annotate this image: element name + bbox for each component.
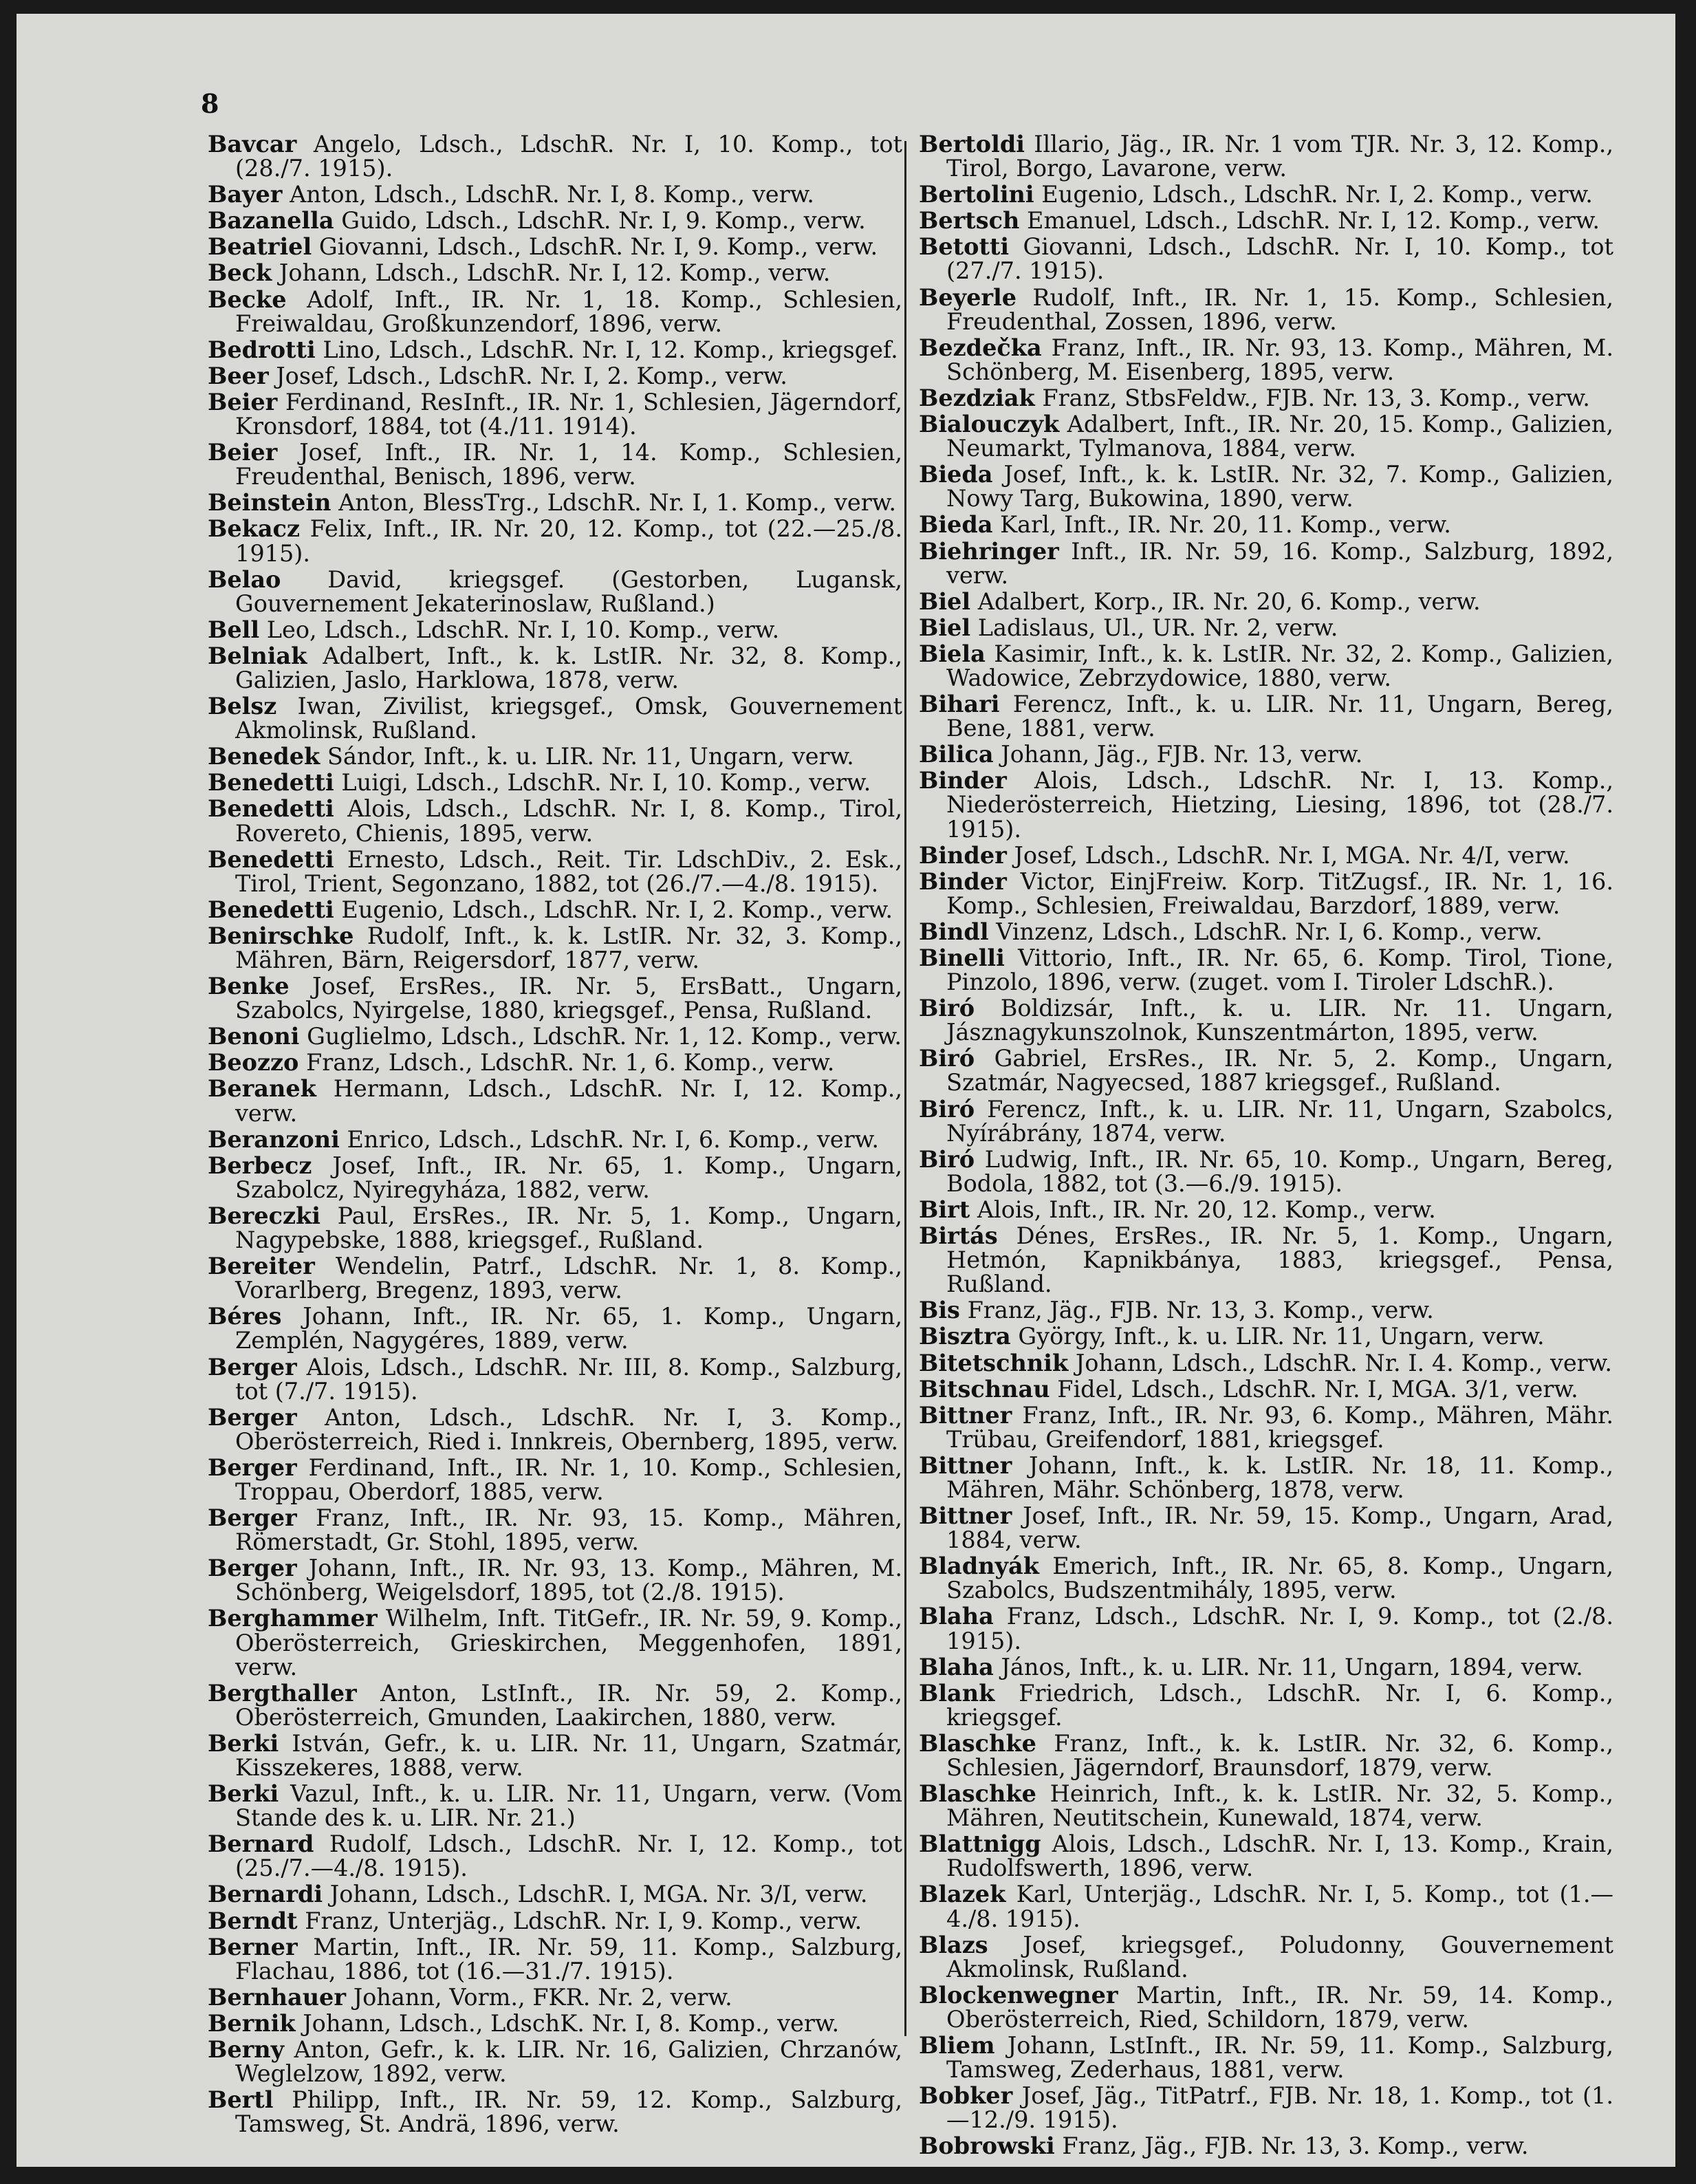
- entry-details: Vazul, Inft., k. u. LIR. Nr. 11, Ungarn, verw. (Vom Stande des k. u. LIR. Nr. 21.): [235, 1780, 902, 1832]
- entry-surname: Blazek: [919, 1881, 1006, 1908]
- list-entry: [208, 2037, 902, 2086]
- list-entry: [208, 440, 902, 488]
- list-entry: [919, 996, 1613, 1044]
- entry-surname: Bittner: [919, 1401, 1012, 1429]
- entry-surname: Beier: [208, 388, 278, 415]
- entry-details: István, Gefr., k. u. LIR. Nr. 11, Ungarn, Szatmár, Kisszekeres, 1888, verw.: [235, 1729, 902, 1781]
- entry-surname: Béres: [208, 1303, 282, 1330]
- list-entry: [919, 1198, 1613, 1222]
- entry-surname: Benedek: [208, 743, 320, 770]
- list-entry: [919, 1882, 1613, 1930]
- entry-details: Lino, Ldsch., LdschR. Nr. I, 12. Komp., kriegsgef.: [323, 336, 898, 363]
- entry-surname: Bertoldi: [919, 131, 1025, 158]
- list-entry: [208, 1355, 902, 1403]
- entry-details: Karl, Unterjäg., LdschR. Nr. I, 5. Komp., tot (1.—4./8. 1915).: [946, 1881, 1613, 1932]
- entry-surname: Benedetti: [208, 795, 334, 823]
- entry-surname: Berki: [208, 1780, 279, 1808]
- list-entry: [919, 920, 1613, 944]
- list-entry: [208, 1024, 902, 1048]
- entry-surname: Becke: [208, 285, 287, 313]
- list-entry: [208, 208, 902, 233]
- entry-details: Johann, Jäg., FJB. Nr. 13, verw.: [1001, 741, 1363, 768]
- entry-details: Johann, Inft., k. k. LstIR. Nr. 18, 11. Komp., Mähren, Mähr. Schönberg, 1878, verw.: [946, 1451, 1614, 1503]
- list-entry: [208, 1453, 903, 1505]
- entry-details: Franz, Inft., IR. Nr. 93, 13. Komp., Mähren, M. Schönberg, M. Eisenberg, 1895, verw.: [946, 334, 1613, 385]
- entry-surname: Bekacz: [208, 515, 300, 543]
- list-entry: [919, 946, 1613, 994]
- entry-surname: Benirschke: [208, 922, 354, 949]
- entry-surname: Benke: [208, 973, 290, 1000]
- page-number: 8: [201, 88, 219, 119]
- entry-details: Wilhelm, Inft. TitGefr., IR. Nr. 59, 9. Komp., Oberösterreich, Grieskirchen, Meggenhofen, 1891, verw.: [235, 1605, 902, 1680]
- entry-details: Philipp, Inft., IR. Nr. 59, 12. Komp., Salzburg, Tamsweg, St. Andrä, 1896, verw.: [235, 2086, 902, 2138]
- entry-details: Heinrich, Inft., k. k. LstIR. Nr. 32, 5. Komp., Mähren, Neutitschein, Kunewald, 1874, verw.: [946, 1780, 1613, 1832]
- entry-details: Emerich, Inft., IR. Nr. 65, 8. Komp., Ungarn, Szabolcs, Budszentmihály, 1895, verw.: [946, 1553, 1613, 1604]
- entry-surname: Benedetti: [208, 845, 334, 873]
- entry-surname: Biró: [919, 1145, 975, 1173]
- entry-details: Anton, Gefr., k. k. LIR. Nr. 16, Galizien, Chrzanów, Weglelzow, 1892, verw.: [235, 2036, 902, 2088]
- entry-details: Rudolf, Ldsch., LdschR. Nr. I, 12. Komp., tot (25./7.—4./8. 1915).: [235, 1830, 903, 1882]
- list-entry: [919, 386, 1613, 410]
- entry-surname: Biró: [919, 995, 975, 1022]
- entry-surname: Bertolini: [919, 181, 1034, 208]
- entry-surname: Binder: [919, 867, 1007, 895]
- entry-details: Franz, Ldsch., LdschR. Nr. 1, 6. Komp., verw.: [306, 1049, 835, 1077]
- list-entry: [919, 1224, 1613, 1296]
- list-entry: [919, 1933, 1613, 1981]
- list-entry: [208, 490, 902, 515]
- entry-details: Martin, Inft., IR. Nr. 59, 14. Komp., Oberösterreich, Ried, Schildorn, 1879, verw.: [946, 1981, 1613, 2033]
- entry-surname: Beozzo: [208, 1049, 299, 1077]
- entry-surname: Belniak: [208, 642, 307, 669]
- entry-surname: Binder: [919, 841, 1007, 869]
- list-entry: [919, 336, 1613, 384]
- entry-details: Ladislaus, Ul., UR. Nr. 2, verw.: [977, 614, 1338, 641]
- entry-details: Paul, ErsRes., IR. Nr. 5, 1. Komp., Ungarn, Nagypebske, 1888, kriegsgef., Rußland.: [235, 1202, 902, 1254]
- entry-surname: Blockenwegner: [919, 1981, 1118, 2009]
- entry-surname: Beer: [208, 362, 269, 389]
- list-entry: [208, 1909, 902, 1933]
- entry-details: György, Inft., k. u. LIR. Nr. 11, Ungarn, verw.: [1018, 1323, 1545, 1350]
- entry-details: Adalbert, Korp., IR. Nr. 20, 6. Komp., verw.: [977, 587, 1481, 615]
- list-entry: [919, 843, 1613, 867]
- list-entry: [208, 847, 902, 896]
- entry-details: Franz, Inft., IR. Nr. 93, 6. Komp., Mähren, Mähr. Trübau, Greifendorf, 1881, kriegsgef.: [946, 1401, 1613, 1453]
- entry-surname: Bereiter: [208, 1253, 315, 1280]
- entry-details: Sándor, Inft., k. u. LIR. Nr. 11, Ungarn, verw.: [327, 743, 854, 770]
- entry-surname: Bobrowski: [919, 2132, 1055, 2160]
- list-entry: [208, 1985, 902, 2009]
- entry-details: Giovanni, Ldsch., LdschR. Nr. I, 9. Komp., verw.: [318, 233, 878, 261]
- list-entry: [919, 1655, 1613, 1679]
- left-column: [208, 132, 902, 2138]
- entry-details: Josef, Inft., IR. Nr. 1, 14. Komp., Schlesien, Freudenthal, Benisch, 1896, verw.: [235, 439, 903, 490]
- list-entry: [919, 869, 1613, 918]
- entry-surname: Bezdečka: [919, 334, 1042, 361]
- entry-details: Johann, Inft., IR. Nr. 93, 13. Komp., Mähren, M. Schönberg, Weigelsdorf, 1895, tot (2./8. 1915).: [235, 1555, 902, 1606]
- list-entry: [919, 1504, 1613, 1552]
- list-entry: [208, 235, 902, 259]
- entry-surname: Biró: [919, 1095, 975, 1123]
- list-entry: [208, 285, 902, 337]
- entry-surname: Blaschke: [919, 1780, 1036, 1808]
- list-entry: [919, 1782, 1613, 1830]
- entry-surname: Berger: [208, 1403, 297, 1431]
- entry-details: Alois, Ldsch., LdschR. Nr. I, 13. Komp., Niederösterreich, Hietzing, Liesing, 1896, tot (28./7. 1915).: [946, 767, 1613, 843]
- entry-details: Ludwig, Inft., IR. Nr. 65, 10. Komp., Ungarn, Bereg, Bodola, 1882, tot (3.—6./9. 1915).: [946, 1145, 1614, 1197]
- entry-details: Guglielmo, Ldsch., LdschR. Nr. 1, 12. Komp., verw.: [307, 1023, 902, 1050]
- list-entry: [208, 644, 902, 692]
- list-entry: [919, 285, 1613, 334]
- list-entry: [208, 744, 902, 768]
- list-entry: [208, 2088, 902, 2136]
- entry-surname: Berny: [208, 2036, 285, 2064]
- list-entry: [919, 1554, 1613, 1602]
- list-entry: [208, 132, 902, 180]
- list-entry: [919, 412, 1613, 460]
- entry-surname: Bezdziak: [919, 384, 1035, 411]
- list-entry: [208, 797, 902, 845]
- entry-surname: Bertl: [208, 2086, 274, 2114]
- document-page: [17, 14, 1675, 2167]
- entry-details: Iwan, Zivilist, kriegsgef., Omsk, Gouvernement Akmolinsk, Rußland.: [235, 693, 902, 744]
- list-entry: [919, 692, 1613, 740]
- entry-details: Eugenio, Ldsch., LdschR. Nr. I, 2. Komp., verw.: [341, 896, 893, 923]
- entry-surname: Bittner: [919, 1451, 1012, 1479]
- list-entry: [208, 618, 902, 642]
- list-entry: [208, 924, 902, 972]
- list-entry: [919, 2134, 1613, 2158]
- list-entry: [208, 1304, 902, 1352]
- entry-details: Franz, Jäg., FJB. Nr. 13, 3. Komp., verw.: [1062, 2132, 1529, 2160]
- list-entry: [919, 1403, 1613, 1451]
- entry-details: Alois, Ldsch., LdschR. Nr. I, 8. Komp., Tirol, Rovereto, Chienis, 1895, verw.: [235, 795, 902, 847]
- list-entry: [919, 1681, 1613, 1729]
- entry-details: Giovanni, Ldsch., LdschR. Nr. I, 10. Komp., tot (27./7. 1915).: [946, 233, 1613, 285]
- entry-surname: Bittner: [919, 1502, 1012, 1530]
- entry-details: Karl, Inft., IR. Nr. 20, 11. Komp., verw.: [1000, 511, 1451, 539]
- entry-surname: Beranzoni: [208, 1125, 340, 1153]
- list-entry: [208, 1731, 902, 1780]
- entry-surname: Berger: [208, 1504, 297, 1532]
- entry-details: Johann, Inft., IR. Nr. 65, 1. Komp., Ungarn, Zemplén, Nagygéres, 1889, verw.: [235, 1303, 902, 1354]
- entry-surname: Bobker: [919, 2082, 1013, 2110]
- entry-details: David, kriegsgef. (Gestorben, Lugansk, Gouvernement Jekaterinoslaw, Rußland.): [235, 565, 902, 617]
- entry-surname: Binelli: [919, 944, 1005, 971]
- list-entry: [919, 1046, 1613, 1094]
- entry-details: Johann, Ldsch., LdschR. Nr. I. 4. Komp., verw.: [1075, 1349, 1613, 1376]
- entry-details: Friedrich, Ldsch., LdschR. Nr. I, 6. Komp., kriegsgef.: [946, 1679, 1613, 1731]
- entry-surname: Blattnigg: [919, 1830, 1041, 1858]
- entry-details: Johann, Ldsch., LdschK. Nr. I, 8. Komp., verw.: [303, 2009, 840, 2037]
- entry-details: Anton, Ldsch., LdschR. Nr. I, 3. Komp., Oberösterreich, Ried i. Innkreis, Obernberg, 1895, verw.: [235, 1403, 902, 1455]
- entry-details: Josef, kriegsgef., Poludonny, Gouvernement Akmolinsk, Rußland.: [946, 1931, 1613, 1982]
- list-entry: [208, 1204, 902, 1252]
- entry-surname: Bis: [919, 1297, 960, 1324]
- list-entry: [919, 462, 1613, 510]
- list-entry: [919, 132, 1613, 180]
- entry-details: Leo, Ldsch., LdschR. Nr. I, 10. Komp., verw.: [266, 616, 780, 643]
- entry-details: Ferencz, Inft., k. u. LIR. Nr. 11, Ungarn, Szabolcs, Nyírábrány, 1874, verw.: [946, 1095, 1613, 1147]
- entry-details: Alois, Inft., IR. Nr. 20, 12. Komp., verw.: [977, 1196, 1436, 1223]
- entry-surname: Birt: [919, 1196, 970, 1223]
- entry-details: Ferencz, Inft., k. u. LIR. Nr. 11, Ungarn, Bereg, Bene, 1881, verw.: [946, 691, 1613, 742]
- entry-details: Victor, EinjFreiw. Korp. TitZugsf., IR. Nr. 1, 16. Komp., Schlesien, Freiwaldau, Barzdorf, 1889, verw.: [946, 867, 1614, 919]
- entry-details: Josef, Inft., k. k. LstIR. Nr. 32, 7. Komp., Galizien, Nowy Targ, Bukowina, 1890, verw.: [946, 461, 1613, 512]
- entry-surname: Blank: [919, 1679, 995, 1707]
- list-entry: [208, 567, 902, 616]
- entry-surname: Beck: [208, 259, 272, 287]
- list-entry: [919, 235, 1613, 283]
- entry-surname: Benedetti: [208, 896, 334, 923]
- entry-details: Josef, ErsRes., IR. Nr. 5, ErsBatt., Ungarn, Szabolcs, Nyirgelse, 1880, kriegsgef., Pensa, Rußland.: [235, 973, 903, 1024]
- entry-surname: Beatriel: [208, 233, 312, 261]
- entry-surname: Berger: [208, 1453, 297, 1481]
- entry-surname: Belao: [208, 565, 281, 593]
- list-entry: [919, 1453, 1613, 1502]
- entry-details: Adalbert, Inft., IR. Nr. 20, 15. Komp., Galizien, Neumarkt, Tylmanova, 1884, verw.: [946, 411, 1613, 462]
- entry-surname: Blaha: [919, 1653, 994, 1680]
- entry-details: Vinzenz, Ldsch., LdschR. Nr. I, 6. Komp., verw.: [996, 918, 1543, 945]
- entry-details: Guido, Ldsch., LdschR. Nr. I, 9. Komp., verw.: [341, 207, 866, 235]
- entry-details: Franz, Jäg., FJB. Nr. 13, 3. Komp., verw.: [967, 1297, 1434, 1324]
- list-entry: [919, 2084, 1613, 2132]
- entry-surname: Bayer: [208, 181, 283, 208]
- list-entry: [919, 1731, 1613, 1780]
- entry-details: Josef, Ldsch., LdschR. Nr. I, 2. Komp., verw.: [276, 362, 787, 389]
- entry-surname: Birtás: [919, 1222, 998, 1250]
- entry-details: Eugenio, Ldsch., LdschR. Nr. I, 2. Komp., verw.: [1041, 181, 1593, 208]
- entry-surname: Binder: [919, 767, 1007, 794]
- list-entry: [208, 1254, 902, 1302]
- entry-surname: Bitschnau: [919, 1375, 1050, 1403]
- list-entry: [208, 1405, 902, 1453]
- list-entry: [919, 616, 1613, 640]
- entry-details: Kasimir, Inft., k. k. LstIR. Nr. 32, 2. Komp., Galizien, Wadowice, Zebrzydowice, 1880, verw.: [946, 640, 1613, 691]
- list-entry: [919, 1097, 1613, 1145]
- entry-surname: Beranek: [208, 1075, 316, 1103]
- entry-details: Rudolf, Inft., k. k. LstIR. Nr. 32, 3. Komp., Mähren, Bärn, Reigersdorf, 1877, verw.: [235, 922, 902, 973]
- list-entry: [208, 182, 902, 206]
- list-entry: [919, 1298, 1613, 1322]
- entry-details: Wendelin, Patrf., LdschR. Nr. 1, 8. Komp., Vorarlberg, Bregenz, 1893, verw.: [235, 1253, 902, 1304]
- entry-details: Ferdinand, ResInft., IR. Nr. 1, Schlesien, Jägerndorf, Kronsdorf, 1884, tot (4./11. 1914).: [235, 388, 902, 440]
- entry-details: Angelo, Ldsch., LdschR. Nr. I, 10. Komp., tot (28./7. 1915).: [235, 131, 902, 182]
- entry-details: Boldizsár, Inft., k. u. LIR. Nr. 11. Ungarn, Jásznagykunszolnok, Kunszentmárton, 1895, verw.: [946, 995, 1613, 1046]
- entry-details: Adolf, Inft., IR. Nr. 1, 18. Komp., Schlesien, Freiwaldau, Großkunzendorf, 1896, verw.: [235, 285, 902, 337]
- entry-details: Ferdinand, Inft., IR. Nr. 1, 10. Komp., Schlesien, Troppau, Oberdorf, 1885, verw.: [235, 1453, 903, 1505]
- list-entry: [919, 208, 1613, 233]
- entry-surname: Bitetschnik: [919, 1349, 1069, 1376]
- list-entry: [208, 338, 902, 362]
- entry-surname: Biehringer: [919, 537, 1059, 565]
- list-entry: [208, 364, 902, 388]
- entry-surname: Bihari: [919, 691, 1000, 718]
- entry-surname: Bergthaller: [208, 1679, 357, 1707]
- list-entry: [208, 1882, 902, 1906]
- list-entry: [208, 517, 902, 565]
- entry-surname: Bieda: [919, 511, 993, 539]
- entry-details: Martin, Inft., IR. Nr. 59, 11. Komp., Salzburg, Flachau, 1886, tot (16.—31./7. 1915).: [235, 1933, 902, 1985]
- entry-surname: Betotti: [919, 233, 1010, 261]
- entry-surname: Bialouczyk: [919, 411, 1060, 438]
- entry-details: Josef, Jäg., TitPatrf., FJB. Nr. 18, 1. Komp., tot (1.—12./9. 1915).: [946, 2082, 1614, 2134]
- entry-surname: Blaschke: [919, 1729, 1036, 1757]
- list-entry: [208, 694, 902, 742]
- entry-details: Adalbert, Inft., k. k. LstIR. Nr. 32, 8. Komp., Galizien, Jaslo, Harklowa, 1878, verw.: [235, 642, 902, 693]
- entry-surname: Bavcar: [208, 131, 297, 158]
- entry-details: Vittorio, Inft., IR. Nr. 65, 6. Komp. Tirol, Tione, Pinzolo, 1896, verw. (zuget. vom I. Tiroler LdschR.).: [946, 944, 1613, 996]
- entry-surname: Bertsch: [919, 207, 1020, 235]
- entry-surname: Berner: [208, 1933, 298, 1960]
- entry-details: Josef, Inft., IR. Nr. 65, 1. Komp., Ungarn, Szabolcz, Nyiregyháza, 1882, verw.: [235, 1152, 902, 1203]
- entry-surname: Bell: [208, 616, 260, 643]
- entry-surname: Benoni: [208, 1023, 300, 1050]
- list-entry: [208, 1049, 902, 1077]
- entry-details: Dénes, ErsRes., IR. Nr. 5, 1. Komp., Ungarn, Hetmón, Kapnikbánya, 1883, kriegsgef., Pensa, Rußland.: [946, 1222, 1613, 1298]
- entry-surname: Bilica: [919, 741, 994, 768]
- entry-details: Johann, Ldsch., LdschR. I, MGA. Nr. 3/I, verw.: [329, 1881, 868, 1908]
- entry-details: Inft., IR. Nr. 59, 16. Komp., Salzburg, 1892, verw.: [946, 537, 1613, 589]
- entry-surname: Bedrotti: [208, 336, 316, 363]
- list-entry: [919, 768, 1613, 841]
- entry-details: Franz, Inft., k. k. LstIR. Nr. 32, 6. Komp., Schlesien, Jägerndorf, Braunsdorf, 1879, verw.: [946, 1729, 1613, 1781]
- entry-surname: Biel: [919, 614, 971, 641]
- entry-surname: Berki: [208, 1729, 279, 1757]
- entry-surname: Bernardi: [208, 1881, 323, 1908]
- entry-surname: Bisztra: [919, 1323, 1011, 1350]
- entry-details: Josef, Inft., IR. Nr. 59, 15. Komp., Ungarn, Arad, 1884, verw.: [946, 1502, 1613, 1554]
- entry-surname: Berbecz: [208, 1152, 312, 1179]
- entry-details: Emanuel, Ldsch., LdschR. Nr. I, 12. Komp., verw.: [1027, 207, 1600, 235]
- list-entry: [208, 1077, 902, 1125]
- list-entry: [919, 1147, 1613, 1196]
- entry-surname: Blaha: [919, 1603, 994, 1630]
- list-entry: [919, 587, 1613, 615]
- list-entry: [919, 1324, 1613, 1348]
- entry-surname: Biró: [919, 1045, 975, 1072]
- list-entry: [208, 974, 902, 1022]
- list-entry: [208, 261, 902, 285]
- entry-details: Gabriel, ErsRes., IR. Nr. 5, 2. Komp., Ungarn, Szatmár, Nagyecsed, 1887 kriegsgef., Rußland.: [946, 1045, 1613, 1096]
- entry-surname: Beyerle: [919, 283, 1017, 311]
- entry-details: Josef, Ldsch., LdschR. Nr. I, MGA. Nr. 4/I, verw.: [1014, 841, 1570, 869]
- entry-details: Franz, Ldsch., LdschR. Nr. I, 9. Komp., tot (2./8. 1915).: [946, 1603, 1613, 1654]
- entry-surname: Beier: [208, 439, 278, 466]
- entry-details: Alois, Ldsch., LdschR. Nr. III, 8. Komp., Salzburg, tot (7./7. 1915).: [235, 1353, 902, 1405]
- entry-details: Franz, StbsFeldw., FJB. Nr. 13, 3. Komp., verw.: [1042, 384, 1590, 411]
- list-entry: [919, 1983, 1613, 2031]
- list-entry: [208, 2011, 902, 2035]
- entry-details: Luigi, Ldsch., LdschR. Nr. I, 10. Komp., verw.: [341, 769, 871, 797]
- entry-details: Johann, Ldsch., LdschR. Nr. I, 12. Komp., verw.: [279, 259, 831, 287]
- list-entry: [208, 1154, 902, 1202]
- list-entry: [919, 642, 1613, 690]
- list-entry: [208, 1832, 902, 1880]
- list-entry: [919, 512, 1613, 537]
- list-entry: [919, 1604, 1613, 1652]
- entry-surname: Bernhauer: [208, 1983, 347, 2011]
- entry-surname: Berndt: [208, 1907, 298, 1934]
- entry-details: Felix, Inft., IR. Nr. 20, 12. Komp., tot (22.—25./8. 1915).: [235, 515, 902, 567]
- list-entry: [208, 1556, 902, 1604]
- list-entry: [208, 1681, 902, 1729]
- entry-details: Franz, Unterjäg., LdschR. Nr. I, 9. Komp., verw.: [305, 1907, 862, 1934]
- list-entry: [919, 1377, 1613, 1401]
- entry-details: Alois, Ldsch., LdschR. Nr. I, 13. Komp., Krain, Rudolfswerth, 1896, verw.: [946, 1830, 1613, 1882]
- entry-details: Ernesto, Ldsch., Reit. Tir. LdschDiv., 2. Esk., Tirol, Trient, Segonzano, 1882, tot (26./7.—4./8. 1915).: [235, 845, 902, 897]
- entry-details: Franz, Inft., IR. Nr. 93, 15. Komp., Mähren, Römerstadt, Gr. Stohl, 1895, verw.: [235, 1504, 902, 1556]
- entry-details: Johann, Vorm., FKR. Nr. 2, verw.: [353, 1983, 732, 2011]
- list-entry: [208, 1506, 902, 1554]
- entry-surname: Bernard: [208, 1830, 314, 1858]
- entry-surname: Bindl: [919, 918, 989, 945]
- entry-details: Fidel, Ldsch., LdschR. Nr. I, MGA. 3/1, verw.: [1057, 1375, 1578, 1403]
- entry-surname: Biel: [919, 587, 971, 615]
- list-entry: [919, 2033, 1613, 2082]
- list-entry: [208, 1935, 902, 1983]
- column-divider: [904, 141, 906, 2036]
- list-entry: [919, 182, 1613, 206]
- list-entry: [208, 390, 902, 438]
- list-entry: [208, 898, 902, 922]
- list-entry: [919, 539, 1613, 587]
- entry-details: Johann, LstInft., IR. Nr. 59, 11. Komp., Salzburg, Tamsweg, Zederhaus, 1881, verw.: [946, 2032, 1613, 2084]
- entry-surname: Blazs: [919, 1931, 988, 1958]
- list-entry: [919, 1351, 1613, 1375]
- entry-surname: Bladnyák: [919, 1553, 1039, 1580]
- entry-surname: Bazanella: [208, 207, 334, 235]
- entry-surname: Biela: [919, 640, 986, 667]
- entry-details: Anton, Ldsch., LdschR. Nr. I, 8. Komp., verw.: [290, 181, 814, 208]
- entry-surname: Benedetti: [208, 769, 334, 797]
- entry-surname: Bernik: [208, 2009, 296, 2037]
- entry-surname: Berghammer: [208, 1605, 378, 1632]
- entry-details: Anton, BlessTrg., LdschR. Nr. I, 1. Komp., verw.: [338, 489, 897, 517]
- list-entry: [919, 742, 1613, 766]
- entry-details: Rudolf, Inft., IR. Nr. 1, 15. Komp., Schlesien, Freudenthal, Zossen, 1896, verw.: [946, 283, 1613, 335]
- entry-details: Enrico, Ldsch., LdschR. Nr. I, 6. Komp., verw.: [347, 1125, 879, 1153]
- list-entry: [208, 1782, 902, 1830]
- entry-details: Anton, LstInft., IR. Nr. 59, 2. Komp., Oberösterreich, Gmunden, Laakirchen, 1880, verw.: [235, 1679, 903, 1731]
- list-entry: [208, 769, 902, 797]
- entry-surname: Berger: [208, 1555, 297, 1582]
- right-column: [919, 132, 1613, 2161]
- entry-surname: Bieda: [919, 461, 993, 488]
- list-entry: [208, 1606, 902, 1678]
- entry-surname: Berger: [208, 1353, 297, 1381]
- list-entry: [919, 1832, 1613, 1880]
- entry-surname: Bliem: [919, 2032, 995, 2059]
- list-entry: [208, 1127, 902, 1152]
- entry-surname: Belsz: [208, 693, 277, 720]
- entry-details: János, Inft., k. u. LIR. Nr. 11, Ungarn, 1894, verw.: [1001, 1653, 1583, 1680]
- entry-details: Hermann, Ldsch., LdschR. Nr. I, 12. Komp., verw.: [235, 1075, 902, 1127]
- entry-surname: Bereczki: [208, 1202, 320, 1229]
- entry-surname: Beinstein: [208, 489, 331, 517]
- entry-details: Illario, Jäg., IR. Nr. 1 vom TJR. Nr. 3, 12. Komp., Tirol, Borgo, Lavarone, verw.: [946, 131, 1613, 182]
